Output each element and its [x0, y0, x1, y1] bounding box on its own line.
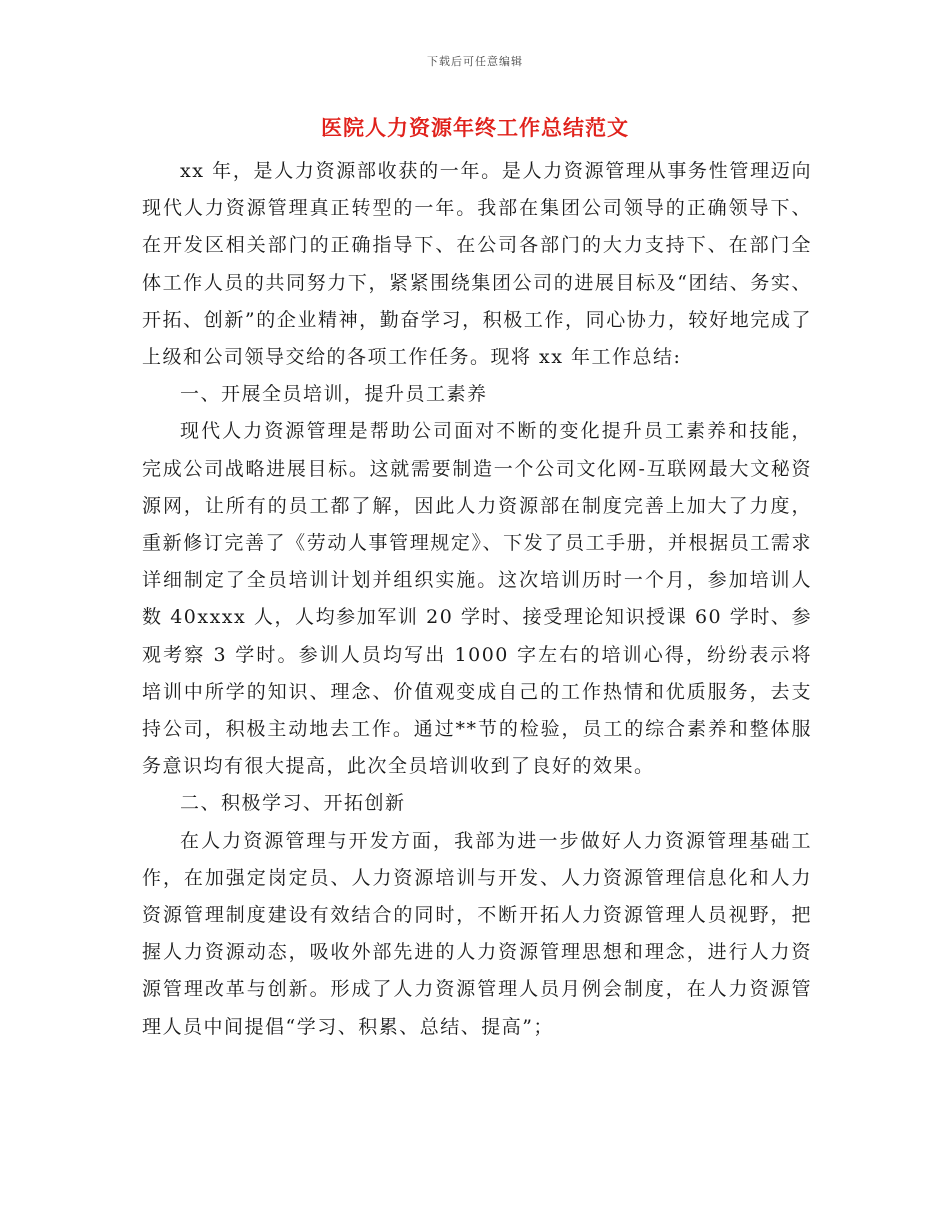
- document-title: 医院人力资源年终工作总结范文: [321, 115, 629, 140]
- document-body: [142, 153, 812, 1046]
- section-heading-1: 一、开展全员培训，提升员工素养: [180, 383, 488, 406]
- header-note: 下载后可任意编辑: [427, 55, 523, 68]
- paragraph-innovation: 在人力资源管理与开发方面，我部为进一步做好人力资源管理基础工作，在加强定岗定员、人力资源培训与开发、人力资源管理信息化和人力资源管理制度建设有效结合的同时，不断开拓人力资源管理人员视野，把握人力资源动态，吸收外部先进的人力资源管理思想和理念，进行人力资源管理改革与创新。形成了人力资源管理人员月例会制度，在人力资源管理人员中间提倡“学习、积累、总结、提高”；: [142, 829, 812, 1038]
- section-heading-2: 二、积极学习、开拓创新: [180, 792, 406, 815]
- paragraph-intro: xx 年，是人力资源部收获的一年。是人力资源管理从事务性管理迈向现代人力资源管理真正转型的一年。我部在集团公司领导的正确领导下、在开发区相关部门的正确指导下、在公司各部门的大力支持下、在部门全体工作人员的共同努力下，紧紧围绕集团公司的进展目标及“团结、务实、开拓、创新”的企业精神，勤奋学习，积极工作，同心协力，较好地完成了上级和公司领导交给的各项工作任务。现将 xx 年工作总结:: [142, 160, 812, 369]
- paragraph-training: 现代人力资源管理是帮助公司面对不断的变化提升员工素养和技能，完成公司战略进展目标。这就需要制造一个公司文化网-互联网最大文秘资源网，让所有的员工都了解，因此人力资源部在制度完善上加大了力度，重新修订完善了《劳动人事管理规定》、下发了员工手册，并根据员工需求详细制定了全员培训计划并组织实施。这次培训历时一个月，参加培训人数 40xxxx 人，人均参加军训 20 学时、接受理论知识授课 60 学时、参观考察 3 学时。参训人员均写出 1000 字左右的培训心得，纷纷表示将培训中所学的知识、理念、价值观变成自己的工作热情和优质服务，去支持公司，积极主动地去工作。通过**节的检验，员工的综合素养和整体服务意识均有很大提高，此次全员培训收到了良好的效果。: [142, 420, 812, 778]
